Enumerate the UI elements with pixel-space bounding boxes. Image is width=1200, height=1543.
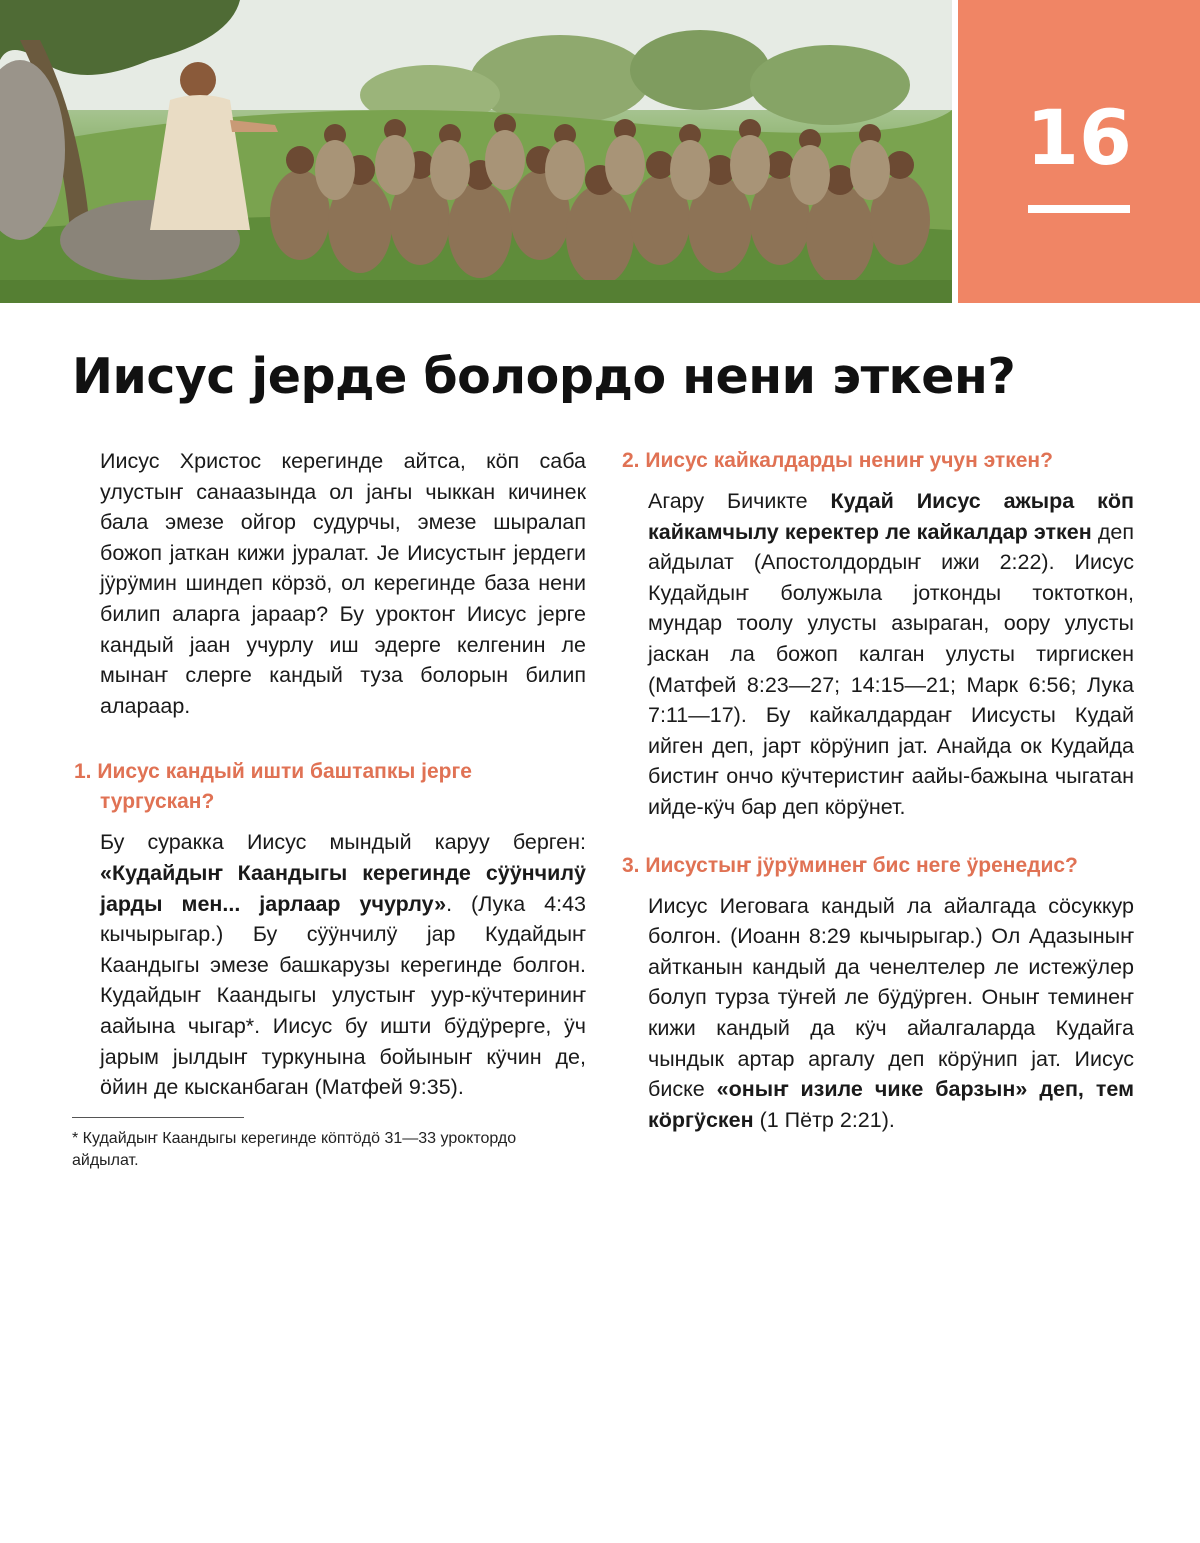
lesson-number: 16	[1026, 93, 1132, 182]
header-illustration	[0, 0, 952, 303]
section-2-paragraph: Агару Бичикте Кудай Иисус ажыра кӧп кайкамчылу керектер ле кайкалдар эткен деп айдылат (Апостолдордыҥ ижи 2:22). Иисус Кудайдыҥ болужыла јотконды токтоткон, мундар тоолу улусты азыраган, оору улусты јаскан ла божоп калган улусты тиргискен (Матфей 8:23—27; 14:15—21; Марк 6:56; Лука 7:11—17). Бу кайкалдардаҥ Иисусты Кудай ийген деп, јарт кӧрӱнип јат. Анайда ок Кудайда бистиҥ ончо кӱчтеристиҥ аайы-бажына чыгатан ийде-кӱч бар деп кӧрӱнет.	[648, 489, 1135, 819]
section-1-paragraph: Бу суракка Иисус мындый каруу берген: «Кудайдыҥ Каандыгы керегинде сӱӱнчилӱ јарды мен... јарлаар учурлу». (Лука 4:43 кычырыгар.) Бу сӱӱнчилӱ јар Кудайдыҥ Каандыгы эмезе башкарузы керегинде болгон. Кудайдыҥ Каандыгы улустыҥ уур-кӱчтериниҥ аайына чыгар*. Иисус бу ишти бӱдӱрерге, ӱч јарым јылдыҥ туркунына бойыныҥ кӱчин де, ӧйин де кысканбаган (Матфей 9:35).	[100, 830, 586, 1100]
section-3-heading: 3. Иисустыҥ јӱрӱминеҥ бис неге ӱренедис?	[622, 853, 1078, 877]
section-1-heading: 1. Иисус кандый ишти баштапкы јерге тургускан?	[74, 760, 472, 814]
section-3-emphasis: «оныҥ изиле чике барзын» деп, тем кӧргӱскен	[648, 1077, 1134, 1132]
lesson-number-underline	[1028, 205, 1130, 213]
page-title: Иисус јерде болордо нени эткен?	[72, 348, 1016, 405]
footnote: * Кудайдыҥ Каандыгы керегинде кӧптӧдӧ 31—33 уроктордо айдылат.	[72, 1129, 517, 1169]
crowd-on-hillside-illustration	[0, 0, 952, 303]
intro-paragraph: Иисус Христос керегинде айтса, кӧп саба улустыҥ санаазында ол јаҥы чыккан кичинек бала эмезе ойгор судурчы, эмезе шыралап божоп јаткан кижи јуралат. Је Иисустыҥ јердеги јӱрӱмин шиндеп кӧрзӧ, ол керегинде база нени билип аларга јараар? Бу уроктоҥ Иисус јерге кандый јаан учурлу иш эдерге келгенин ле мынаҥ слерге кандый туза болорын билип алараар.	[100, 449, 586, 718]
left-column	[72, 446, 586, 1172]
section-3-paragraph: Иисус Иеговага кандый ла айалгада сӧсуккур болгон. (Иоанн 8:29 кычырыгар.) Ол Адазыныҥ айтканын кандый да ченелтелер ле истежӱлер болуп турза тӱҥей ле бӱдӱрген. Оныҥ теминеҥ кижи кандый да кӱч айалгаларда Кудайга чындык артар аргалу деп кӧрӱнип јат. Иисус биске «оныҥ изиле чике барзын» деп, тем кӧргӱскен (1 Пётр 2:21).	[648, 893, 1134, 1132]
section-2-emphasis: Кудай Иисус ажыра кӧп кайкамчылу керектер ле кайкалдар эткен	[648, 489, 1135, 544]
lesson-number-box	[958, 0, 1200, 303]
section-2-heading: 2. Иисус кайкалдарды нениҥ учун эткен?	[622, 449, 1053, 472]
section-1-emphasis: «Кудайдыҥ Каандыгы керегинде сӱӱнчилӱ јарды мен... јарлаар учурлу»	[100, 860, 586, 916]
right-column	[620, 446, 1134, 1135]
footnote-divider	[72, 1117, 244, 1118]
